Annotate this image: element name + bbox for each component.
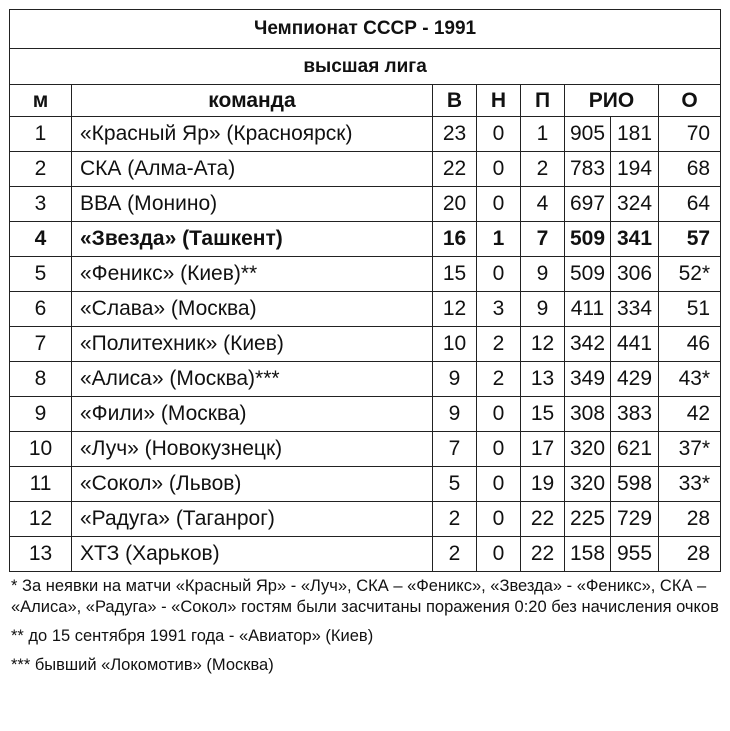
- wins-cell: 20: [433, 187, 477, 222]
- draws-cell: 0: [477, 467, 521, 502]
- team-cell: «Фили» (Москва): [72, 397, 433, 432]
- losses-cell: 12: [521, 327, 565, 362]
- place-cell: 7: [10, 327, 72, 362]
- goals-against-cell: 341: [611, 222, 659, 257]
- table-row: [10, 327, 721, 362]
- goals-for-cell: 349: [565, 362, 611, 397]
- draws-cell: 3: [477, 292, 521, 327]
- goals-for-cell: 320: [565, 432, 611, 467]
- team-cell: «Политехник» (Киев): [72, 327, 433, 362]
- points-cell: 37*: [659, 432, 721, 467]
- points-cell: 70: [659, 117, 721, 152]
- goals-for-cell: 509: [565, 222, 611, 257]
- place-cell: 2: [10, 152, 72, 187]
- goals-for-cell: 905: [565, 117, 611, 152]
- standings-table: [9, 9, 721, 572]
- losses-cell: 9: [521, 292, 565, 327]
- header-wins: В: [433, 85, 477, 117]
- goals-against-cell: 621: [611, 432, 659, 467]
- points-cell: 28: [659, 502, 721, 537]
- draws-cell: 0: [477, 117, 521, 152]
- place-cell: 9: [10, 397, 72, 432]
- standings-body: [10, 117, 721, 572]
- draws-cell: 2: [477, 362, 521, 397]
- footnote: * За неявки на матчи «Красный Яр» - «Луч», СКА – «Феникс», «Звезда» - «Феникс», СКА – «Алиса», «Радуга» - «Сокол» гостям были засчитаны поражения 0:20 без начисления очков: [11, 577, 719, 616]
- subtitle-row: [10, 49, 721, 85]
- goals-against-cell: 194: [611, 152, 659, 187]
- goals-against-cell: 729: [611, 502, 659, 537]
- footnote: *** бывший «Локомотив» (Москва): [11, 656, 274, 674]
- header-goals: РИО: [565, 85, 659, 117]
- team-cell: ВВА (Монино): [72, 187, 433, 222]
- losses-cell: 4: [521, 187, 565, 222]
- wins-cell: 9: [433, 397, 477, 432]
- goals-for-cell: 158: [565, 537, 611, 572]
- draws-cell: 0: [477, 397, 521, 432]
- goals-against-cell: 181: [611, 117, 659, 152]
- team-cell: ХТЗ (Харьков): [72, 537, 433, 572]
- points-cell: 43*: [659, 362, 721, 397]
- goals-for-cell: 697: [565, 187, 611, 222]
- wins-cell: 9: [433, 362, 477, 397]
- place-cell: 11: [10, 467, 72, 502]
- table-row: [10, 502, 721, 537]
- header-team: команда: [72, 85, 433, 117]
- table-row: [10, 537, 721, 572]
- team-cell: «Звезда» (Ташкент): [72, 222, 433, 257]
- points-cell: 42: [659, 397, 721, 432]
- team-cell: «Алиса» (Москва)***: [72, 362, 433, 397]
- place-cell: 13: [10, 537, 72, 572]
- losses-cell: 9: [521, 257, 565, 292]
- footnotes: [11, 576, 721, 684]
- footnote: ** до 15 сентября 1991 года - «Авиатор» (Киев): [11, 627, 374, 645]
- goals-for-cell: 342: [565, 327, 611, 362]
- wins-cell: 16: [433, 222, 477, 257]
- wins-cell: 12: [433, 292, 477, 327]
- draws-cell: 0: [477, 257, 521, 292]
- place-cell: 10: [10, 432, 72, 467]
- header-row: [10, 85, 721, 117]
- draws-cell: 0: [477, 432, 521, 467]
- losses-cell: 2: [521, 152, 565, 187]
- losses-cell: 22: [521, 502, 565, 537]
- points-cell: 51: [659, 292, 721, 327]
- team-cell: «Феникс» (Киев)**: [72, 257, 433, 292]
- wins-cell: 2: [433, 537, 477, 572]
- team-cell: «Слава» (Москва): [72, 292, 433, 327]
- points-cell: 64: [659, 187, 721, 222]
- table-subtitle: высшая лига: [10, 49, 721, 85]
- table-row: [10, 362, 721, 397]
- goals-for-cell: 320: [565, 467, 611, 502]
- losses-cell: 19: [521, 467, 565, 502]
- goals-for-cell: 225: [565, 502, 611, 537]
- place-cell: 12: [10, 502, 72, 537]
- losses-cell: 13: [521, 362, 565, 397]
- goals-against-cell: 383: [611, 397, 659, 432]
- points-cell: 68: [659, 152, 721, 187]
- wins-cell: 7: [433, 432, 477, 467]
- losses-cell: 7: [521, 222, 565, 257]
- goals-for-cell: 509: [565, 257, 611, 292]
- header-draws: Н: [477, 85, 521, 117]
- wins-cell: 15: [433, 257, 477, 292]
- table-row: [10, 187, 721, 222]
- wins-cell: 22: [433, 152, 477, 187]
- draws-cell: 0: [477, 187, 521, 222]
- header-losses: П: [521, 85, 565, 117]
- points-cell: 46: [659, 327, 721, 362]
- draws-cell: 0: [477, 537, 521, 572]
- title-row: [10, 10, 721, 49]
- team-cell: «Луч» (Новокузнецк): [72, 432, 433, 467]
- place-cell: 5: [10, 257, 72, 292]
- draws-cell: 0: [477, 152, 521, 187]
- losses-cell: 22: [521, 537, 565, 572]
- goals-for-cell: 411: [565, 292, 611, 327]
- table-title: Чемпионат СССР - 1991: [10, 10, 721, 49]
- table-row: [10, 397, 721, 432]
- goals-against-cell: 955: [611, 537, 659, 572]
- place-cell: 6: [10, 292, 72, 327]
- team-cell: СКА (Алма-Ата): [72, 152, 433, 187]
- table-row: [10, 222, 721, 257]
- points-cell: 57: [659, 222, 721, 257]
- wins-cell: 10: [433, 327, 477, 362]
- place-cell: 3: [10, 187, 72, 222]
- place-cell: 8: [10, 362, 72, 397]
- header-place: м: [10, 85, 72, 117]
- wins-cell: 2: [433, 502, 477, 537]
- losses-cell: 17: [521, 432, 565, 467]
- points-cell: 52*: [659, 257, 721, 292]
- draws-cell: 1: [477, 222, 521, 257]
- table-row: [10, 467, 721, 502]
- table-row: [10, 432, 721, 467]
- goals-against-cell: 324: [611, 187, 659, 222]
- goals-against-cell: 429: [611, 362, 659, 397]
- team-cell: «Радуга» (Таганрог): [72, 502, 433, 537]
- draws-cell: 2: [477, 327, 521, 362]
- team-cell: «Сокол» (Львов): [72, 467, 433, 502]
- goals-for-cell: 308: [565, 397, 611, 432]
- points-cell: 33*: [659, 467, 721, 502]
- table-row: [10, 292, 721, 327]
- draws-cell: 0: [477, 502, 521, 537]
- table-row: [10, 117, 721, 152]
- goals-against-cell: 441: [611, 327, 659, 362]
- table-row: [10, 152, 721, 187]
- place-cell: 1: [10, 117, 72, 152]
- header-points: О: [659, 85, 721, 117]
- points-cell: 28: [659, 537, 721, 572]
- losses-cell: 15: [521, 397, 565, 432]
- team-cell: «Красный Яр» (Красноярск): [72, 117, 433, 152]
- losses-cell: 1: [521, 117, 565, 152]
- place-cell: 4: [10, 222, 72, 257]
- goals-against-cell: 334: [611, 292, 659, 327]
- standings-sheet: [9, 9, 720, 674]
- goals-against-cell: 598: [611, 467, 659, 502]
- wins-cell: 5: [433, 467, 477, 502]
- wins-cell: 23: [433, 117, 477, 152]
- table-row: [10, 257, 721, 292]
- goals-for-cell: 783: [565, 152, 611, 187]
- goals-against-cell: 306: [611, 257, 659, 292]
